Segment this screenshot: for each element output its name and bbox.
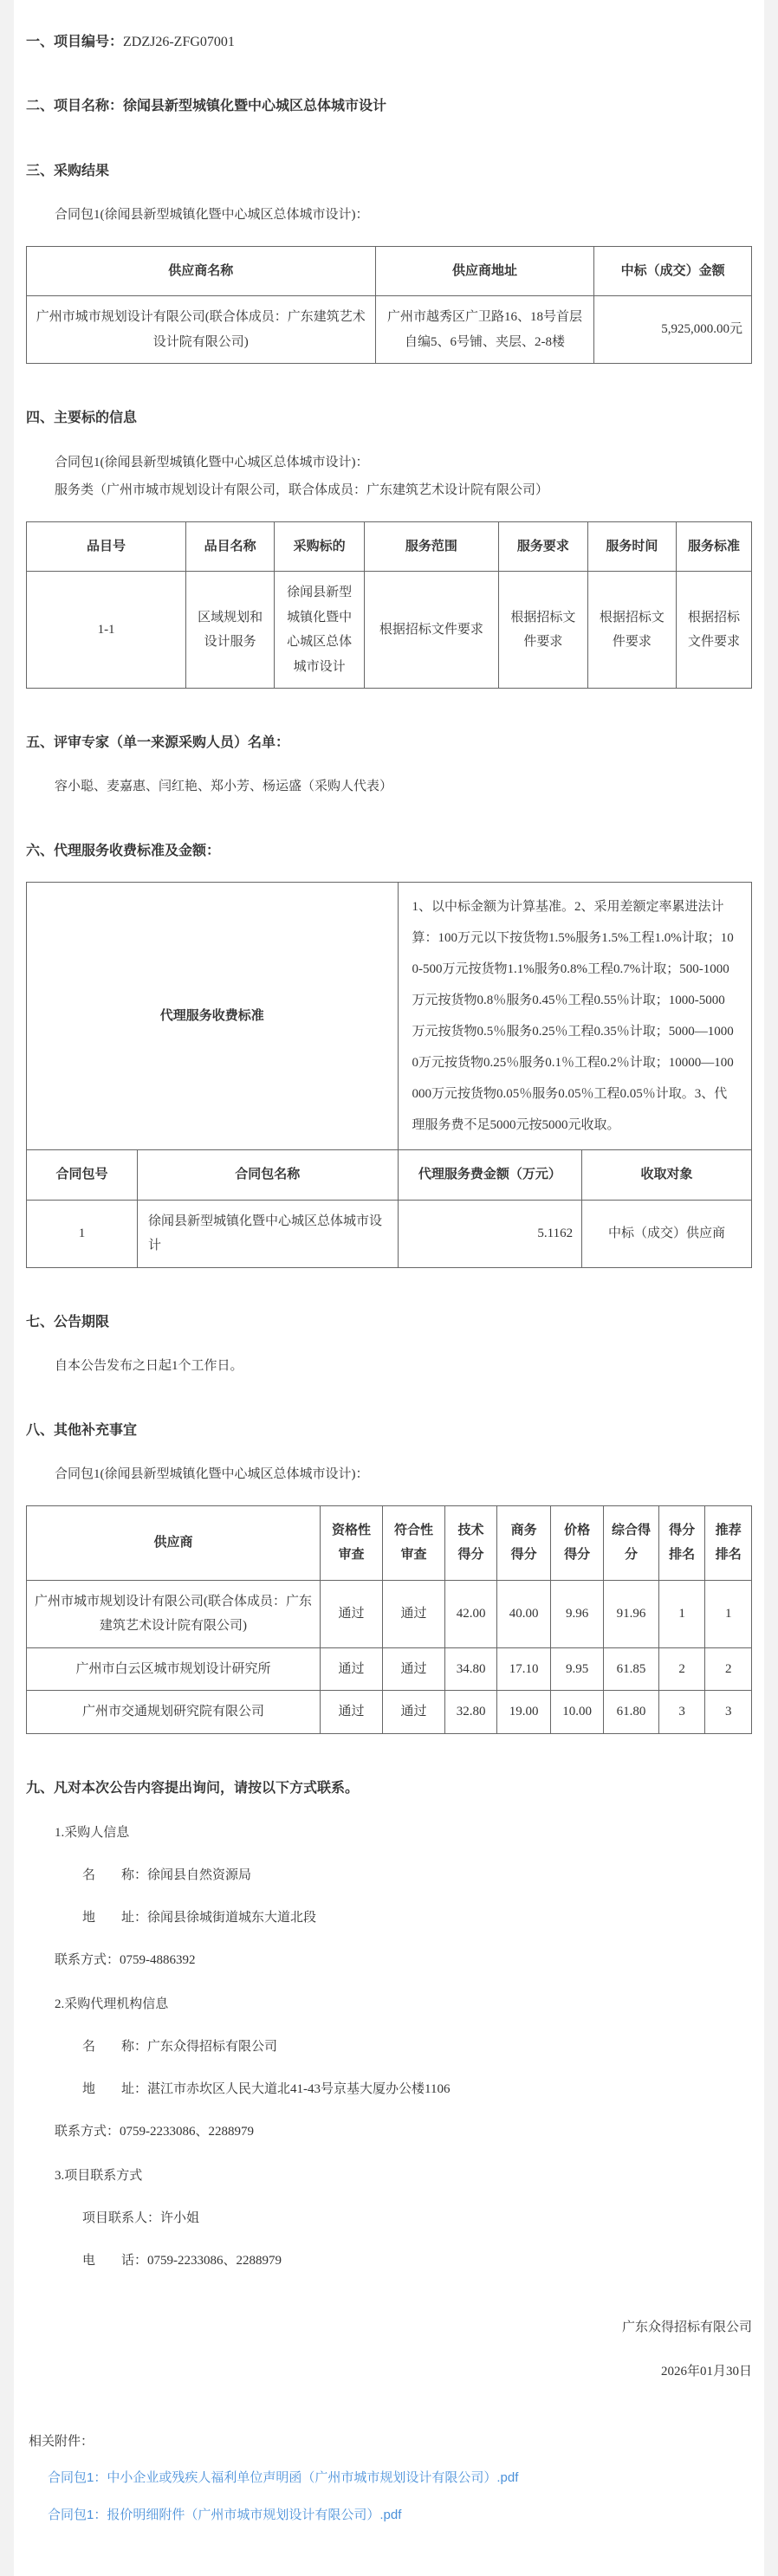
eval-score-rank: 2 [658,1647,705,1691]
eval-score-rank: 3 [658,1691,705,1734]
attachments-section [26,2431,752,2524]
subject-table-row [27,572,752,689]
eval-col-supplier: 供应商 [27,1505,321,1580]
announcement-document [14,0,764,2576]
section-project-number [26,33,752,52]
eval-tech-score: 42.00 [444,1580,496,1647]
section-notice-period-heading: 七、公告期限 [26,1314,110,1330]
notice-period-text: 自本公告发布之日起1个工作日。 [55,1359,243,1374]
other-package-line: 合同包1(徐闻县新型城镇化暨中心城区总体城市设计)： [55,1467,369,1482]
subject-col-time: 服务时间 [587,521,676,572]
eval-qualification: 通过 [321,1691,383,1734]
subject-col-target: 采购标的 [275,521,365,572]
eval-price-score: 9.96 [551,1580,604,1647]
eval-total-score: 61.85 [604,1647,659,1691]
evaluation-row [27,1580,752,1647]
subject-target: 徐闻县新型城镇化暨中心城区总体城市设计 [275,572,365,689]
agency-fee-col-package-no: 合同包号 [27,1150,138,1201]
result-col-supplier-name: 供应商名称 [27,246,376,296]
agency-fee-standard-label: 代理服务收费标准 [27,883,399,1150]
experts-names: 容小聪、麦嘉惠、闫红艳、郑小芳、杨运盛（采购人代表） [55,780,393,794]
eval-total-score: 61.80 [604,1691,659,1734]
eval-recommend-rank: 2 [705,1647,752,1691]
signature-company: 广东众得招标有限公司 [621,2320,752,2335]
result-col-supplier-address: 供应商地址 [375,246,594,296]
section-subject-heading: 四、主要标的信息 [26,411,138,426]
section-other-heading: 八、其他补充事宜 [26,1422,138,1438]
eval-supplier: 广州市交通规划研究院有限公司 [27,1691,321,1734]
purchaser-name: 名 称：徐闻县自然资源局 [82,1868,252,1883]
agency-fee-data-row [27,1200,752,1267]
agency-fee-amount: 5.1162 [398,1200,582,1267]
result-col-award-amount: 中标（成交）金额 [594,246,752,296]
attachments-label: 相关附件： [29,2434,94,2450]
result-supplier-address: 广州市越秀区广卫路16、18号首层自编5、6号铺、夹层、2-8楼 [375,296,594,364]
eval-recommend-rank: 3 [705,1691,752,1734]
project-contact-phone: 电 话：0759-2233086、2288979 [82,2254,282,2269]
purchaser-address: 地 址：徐闻县徐城街道城东大道北段 [82,1911,317,1926]
eval-total-score: 91.96 [604,1580,659,1647]
subject-col-item-no: 品目号 [27,521,186,572]
agency-phone: 联系方式：0759-2233086、2288979 [55,2125,254,2139]
eval-col-score-rank: 得分排名 [658,1505,705,1580]
eval-tech-score: 34.80 [444,1647,496,1691]
eval-conformity: 通过 [382,1647,444,1691]
agency-fee-col-payer: 收取对象 [582,1150,752,1201]
agency-fee-col-package-name: 合同包名称 [138,1150,398,1201]
result-award-amount: 5,925,000.00元 [594,296,752,364]
section-contact-heading: 九、凡对本次公告内容提出询问，请按以下方式联系。 [26,1780,360,1796]
agency-info-title: 2.采购代理机构信息 [55,1997,169,2012]
subject-scope: 根据招标文件要求 [365,572,499,689]
subject-table-header-row [27,521,752,572]
evaluation-row [27,1691,752,1734]
agency-fee-package-name: 徐闻县新型城镇化暨中心城区总体城市设计 [138,1200,398,1267]
result-table [26,246,752,365]
evaluation-table [26,1505,752,1734]
section-result-heading: 三、采购结果 [26,163,110,178]
agency-fee-payer: 中标（成交）供应商 [582,1200,752,1267]
project-contact-person: 项目联系人：许小姐 [82,2211,200,2226]
result-table-row [27,296,752,364]
eval-tech-score: 32.80 [444,1691,496,1734]
result-package-line: 合同包1(徐闻县新型城镇化暨中心城区总体城市设计)： [55,208,369,223]
subject-category-line: 服务类（广州市城市规划设计有限公司，联合体成员：广东建筑艺术设计院有限公司） [55,483,549,498]
agency-address: 地 址：湛江市赤坎区人民大道北41-43号京基大厦办公楼1106 [82,2082,451,2097]
eval-col-qualification: 资格性审查 [321,1505,383,1580]
project-name-value: 徐闻县新型城镇化暨中心城区总体城市设计 [123,99,387,114]
agency-name: 名 称：广东众得招标有限公司 [82,2040,278,2055]
evaluation-row [27,1647,752,1691]
result-table-header-row [27,246,752,296]
subject-col-item-name: 品目名称 [186,521,275,572]
subject-item-name: 区域规划和设计服务 [186,572,275,689]
attachment-link-declaration-pdf[interactable]: 合同包1：中小企业或残疾人福利单位声明函（广州市城市规划设计有限公司）.pdf [48,2470,519,2486]
eval-supplier: 广州市城市规划设计有限公司(联合体成员：广东建筑艺术设计院有限公司) [27,1580,321,1647]
section-agency-fee-heading: 六、代理服务收费标准及金额： [26,843,221,858]
agency-fee-col-amount: 代理服务费金额（万元） [398,1150,582,1201]
subject-standard: 根据招标文件要求 [676,572,751,689]
eval-business-score: 19.00 [497,1691,551,1734]
eval-price-score: 9.95 [551,1647,604,1691]
agency-fee-header-row [27,1150,752,1201]
subject-package-line: 合同包1(徐闻县新型城镇化暨中心城区总体城市设计)： [55,455,369,469]
eval-col-total-score: 综合得分 [604,1505,659,1580]
project-name-label: 二、项目名称： [26,99,124,114]
eval-col-business-score: 商务得分 [497,1505,551,1580]
section-experts-heading: 五、评审专家（单一来源采购人员）名单： [26,735,290,751]
subject-item-no: 1-1 [27,572,186,689]
project-contact-title: 3.项目联系方式 [55,2169,143,2184]
agency-fee-package-no: 1 [27,1200,138,1267]
subject-col-scope: 服务范围 [365,521,499,572]
eval-col-conformity: 符合性审查 [382,1505,444,1580]
subject-time: 根据招标文件要求 [587,572,676,689]
eval-score-rank: 1 [658,1580,705,1647]
agency-fee-standard-row [27,883,752,1150]
eval-conformity: 通过 [382,1580,444,1647]
subject-col-standard: 服务标准 [676,521,751,572]
result-supplier-name: 广州市城市规划设计有限公司(联合体成员：广东建筑艺术设计院有限公司) [27,296,376,364]
eval-conformity: 通过 [382,1691,444,1734]
purchaser-info-title: 1.采购人信息 [55,1826,130,1841]
eval-qualification: 通过 [321,1647,383,1691]
subject-col-requirement: 服务要求 [498,521,587,572]
eval-col-recommend-rank: 推荐排名 [705,1505,752,1580]
eval-col-tech-score: 技术得分 [444,1505,496,1580]
agency-fee-table [26,882,752,1268]
subject-requirement: 根据招标文件要求 [498,572,587,689]
eval-recommend-rank: 1 [705,1580,752,1647]
project-number-value: ZDZJ26-ZFG07001 [123,35,235,49]
project-number-label: 一、项目编号： [26,35,124,49]
eval-qualification: 通过 [321,1580,383,1647]
eval-business-score: 17.10 [497,1647,551,1691]
eval-col-price-score: 价格得分 [551,1505,604,1580]
agency-fee-standard-text: 1、以中标金额为计算基准。2、采用差额定率累进法计算：100万元以下按货物1.5%服务1.5%工程1.0%计取；100-500万元按货物1.1%服务0.8%工程0.7%计取；500-1000万元按货物0.8％服务0.45％工程0.55％计取；1000-5000万元按货物0.5％服务0.25％工程0.35％计取；5000—10000万元按货物0.25％服务0.1％工程0.2％计取；10000—100000万元按货物0.05％服务0.05％工程0.05％计取。3、代理服务费不足5000元按5000元收取。 [398,883,751,1150]
purchaser-phone: 联系方式：0759-4886392 [55,1953,196,1968]
signature-date: 2026年01月30日 [660,2365,752,2379]
eval-business-score: 40.00 [497,1580,551,1647]
eval-price-score: 10.00 [551,1691,604,1734]
attachment-link-quotation-pdf[interactable]: 合同包1：报价明细附件（广州市城市规划设计有限公司）.pdf [48,2508,402,2523]
section-project-name [26,97,752,116]
evaluation-header-row [27,1505,752,1580]
subject-table [26,521,752,689]
eval-supplier: 广州市白云区城市规划设计研究所 [27,1647,321,1691]
